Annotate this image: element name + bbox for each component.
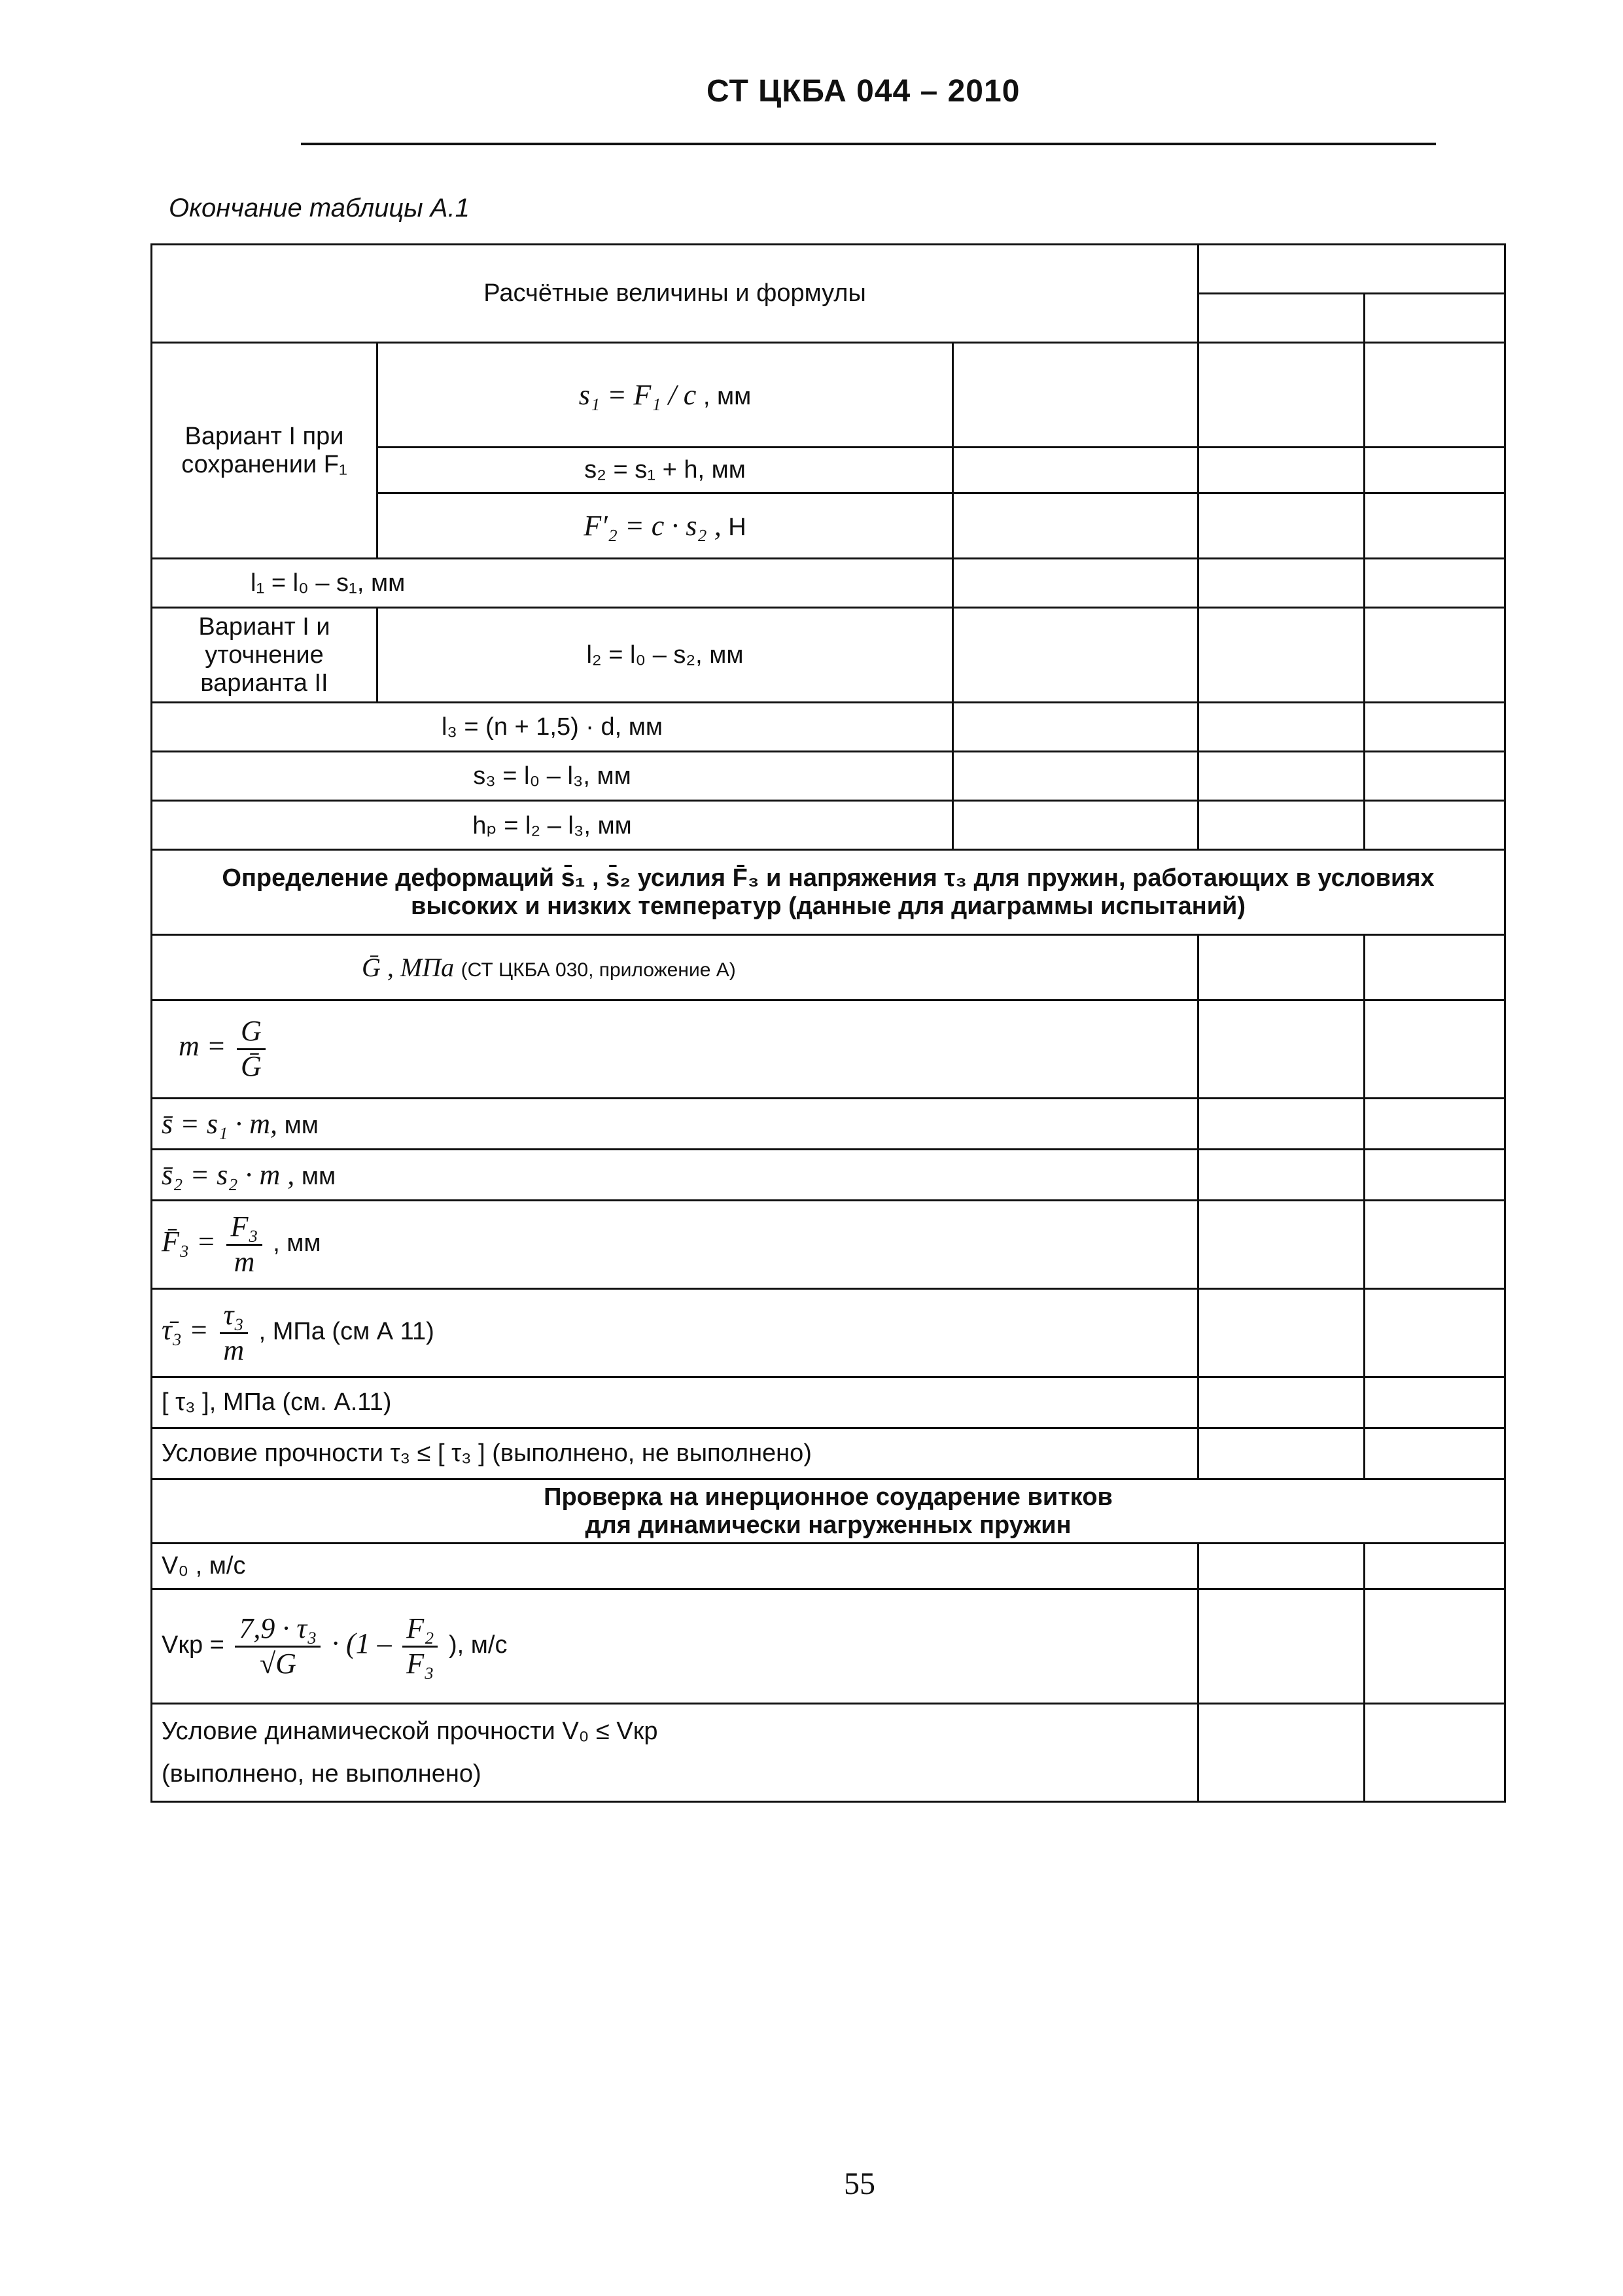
table-row <box>152 1589 1505 1704</box>
table-row <box>152 1150 1505 1201</box>
table-row <box>152 1544 1505 1589</box>
value-cell <box>953 801 1198 850</box>
value-cell <box>1198 1099 1365 1150</box>
taubar3-unit: , МПа (см А 11) <box>258 1318 434 1346</box>
calculation-table <box>150 243 1506 1803</box>
value-cell <box>1198 1704 1365 1802</box>
value-cell <box>1198 935 1365 1000</box>
sbar1-unit: мм <box>284 1112 319 1139</box>
sbar2-formula: s̄₂ = s₂ · m , <box>162 1159 295 1191</box>
value-cell <box>1365 1428 1505 1479</box>
value-cell <box>1198 493 1365 559</box>
s1-lhs: s₁ = <box>578 379 627 411</box>
table-row <box>152 1000 1505 1099</box>
section2-title-line2: для динамически нагруженных пружин <box>585 1511 1072 1539</box>
value-cell <box>953 493 1198 559</box>
value-cell <box>1365 801 1505 850</box>
fbar3-numerator: F₃ <box>226 1210 262 1246</box>
page-number: 55 <box>844 2166 875 2201</box>
table-row <box>152 703 1505 752</box>
variant1-label: Вариант I при сохранении F₁ <box>181 422 347 478</box>
hp-formula-cell <box>152 801 953 850</box>
value-cell <box>1365 752 1505 801</box>
header-title-cell <box>152 245 1198 343</box>
s1-unit: , мм <box>703 383 752 410</box>
s2-formula: s₂ = s₁ + h, мм <box>584 456 746 484</box>
dyn-condition-cell <box>152 1704 1198 1802</box>
section-row <box>152 1479 1505 1544</box>
value-cell <box>1365 935 1505 1000</box>
header-value-cell-2 <box>1365 294 1505 343</box>
taubar3-lhs: τ̄₃ = <box>162 1314 209 1347</box>
l3-formula-cell <box>152 703 953 752</box>
table-row <box>152 752 1505 801</box>
table-row <box>152 1099 1505 1150</box>
table-header-row <box>152 245 1505 294</box>
value-cell <box>1198 1377 1365 1428</box>
header-title: Расчётные величины и формулы <box>483 279 866 307</box>
s1-formula-cell <box>377 343 953 448</box>
value-cell <box>1198 1201 1365 1289</box>
taubar3-denominator: m <box>223 1333 245 1366</box>
value-cell <box>1198 752 1365 801</box>
vkr-force-fraction <box>402 1612 438 1680</box>
s3-formula: s₃ = l₀ – l₃, мм <box>473 762 631 790</box>
value-cell <box>1198 1289 1365 1377</box>
value-cell <box>1198 1000 1365 1099</box>
vkr-lhs: Vкр = <box>162 1631 224 1659</box>
vkr-mid: · (1 – <box>332 1627 392 1660</box>
value-cell <box>1198 1150 1365 1201</box>
value-cell <box>953 703 1198 752</box>
variant-mix-label: Вариант I и уточнение варианта II <box>198 612 330 697</box>
l2-formula-cell <box>377 608 953 703</box>
fbar3-lhs: F̄₃ = <box>162 1226 216 1258</box>
value-cell <box>1198 448 1365 493</box>
value-cell <box>953 343 1198 448</box>
value-cell <box>1198 703 1365 752</box>
m-numerator: G <box>237 1015 266 1050</box>
f2-formula-cell <box>377 493 953 559</box>
value-cell <box>1365 703 1505 752</box>
sbar2-unit: мм <box>301 1163 336 1190</box>
strength-condition: Условие прочности τ₃ ≤ [ τ₃ ] (выполнено, не выполнено) <box>162 1439 812 1467</box>
table-row <box>152 343 1505 448</box>
sbar1-formula: s̄ = s₁ · m, <box>162 1108 278 1140</box>
vkr-unit: ), м/с <box>449 1631 508 1659</box>
s1-fraction: F₁ / c <box>633 379 697 411</box>
value-cell <box>953 559 1198 608</box>
vkr-numerator: 7,9 · τ₃ <box>235 1612 321 1648</box>
sbar2-cell <box>152 1150 1198 1201</box>
tau-allow: [ τ₃ ], МПа (см. А.11) <box>162 1388 392 1416</box>
value-cell <box>953 608 1198 703</box>
taubar3-cell <box>152 1289 1198 1377</box>
section1-title-cell <box>152 850 1505 935</box>
value-cell <box>1198 1589 1365 1704</box>
table-row <box>152 1377 1505 1428</box>
value-cell <box>1365 1589 1505 1704</box>
sbar1-cell <box>152 1099 1198 1150</box>
dyn-condition-line2: (выполнено, не выполнено) <box>162 1759 481 1788</box>
value-cell <box>1365 1099 1505 1150</box>
value-cell <box>1365 1544 1505 1589</box>
fbar3-denominator: m <box>234 1245 255 1278</box>
section-row <box>152 850 1505 935</box>
strength-condition-cell <box>152 1428 1198 1479</box>
hp-formula: hₚ = l₂ – l₃, мм <box>472 811 632 839</box>
table-caption: Окончание таблицы А.1 <box>169 194 470 222</box>
vkr-force-denominator: F₃ <box>406 1647 434 1680</box>
m-fraction <box>237 1015 266 1083</box>
s2-formula-cell <box>377 448 953 493</box>
vkr-force-numerator: F₂ <box>402 1612 438 1648</box>
table-row <box>152 1428 1505 1479</box>
taubar3-numerator: τ₃ <box>220 1299 248 1334</box>
value-cell <box>1198 608 1365 703</box>
section1-title: Определение деформаций s̄₁ , s̄₂ усилия F̄₃ и напряжения τ₃ для пружин, работающих в условиях высоких и низких температур (данные для диаграммы испытаний) <box>222 864 1435 920</box>
value-cell <box>1198 559 1365 608</box>
header-rule <box>301 143 1436 145</box>
variant1-label-cell <box>152 343 377 559</box>
section2-title-cell <box>152 1479 1505 1544</box>
value-cell <box>1365 1000 1505 1099</box>
value-cell <box>953 448 1198 493</box>
s3-formula-cell <box>152 752 953 801</box>
value-cell <box>953 752 1198 801</box>
header-value-cell-1 <box>1198 294 1365 343</box>
m-denominator: Ḡ <box>241 1050 262 1082</box>
table-row <box>152 559 1505 608</box>
value-cell <box>1198 1428 1365 1479</box>
v0-formula: V₀ , м/с <box>162 1552 246 1580</box>
value-cell <box>1365 1289 1505 1377</box>
value-cell <box>1365 1704 1505 1802</box>
table-row <box>152 935 1505 1000</box>
l1-formula-cell <box>152 559 953 608</box>
value-cell <box>1365 493 1505 559</box>
m-formula-cell <box>152 1000 1198 1099</box>
f2-formula: F′₂ = c · s₂ , <box>584 510 722 542</box>
value-cell <box>1365 1377 1505 1428</box>
l3-formula: l₃ = (n + 1,5) · d, мм <box>441 713 663 741</box>
value-cell <box>1198 343 1365 448</box>
value-cell <box>1198 801 1365 850</box>
variant-mix-label-cell <box>152 608 377 703</box>
table-row <box>152 1704 1505 1802</box>
value-cell <box>1365 1150 1505 1201</box>
g-note: (СТ ЦКБА 030, приложение А) <box>461 959 736 981</box>
dyn-condition-line1: Условие динамической прочности V₀ ≤ Vкр <box>162 1717 658 1745</box>
fbar3-fraction <box>226 1210 262 1279</box>
value-cell <box>1198 1544 1365 1589</box>
v0-cell <box>152 1544 1198 1589</box>
value-cell <box>1365 1201 1505 1289</box>
fbar3-cell <box>152 1201 1198 1289</box>
l2-formula: l₂ = l₀ – s₂, мм <box>586 641 744 669</box>
table-row <box>152 1201 1505 1289</box>
l1-formula: l₁ = l₀ – s₁, мм <box>251 569 406 597</box>
value-cell <box>1365 608 1505 703</box>
m-lhs: m = <box>179 1030 226 1063</box>
value-cell <box>1365 448 1505 493</box>
value-cell <box>1365 343 1505 448</box>
vkr-cell <box>152 1589 1198 1704</box>
header-value-group <box>1198 245 1505 294</box>
table-row <box>152 801 1505 850</box>
section2-title-line1: Проверка на инерционное соударение витков <box>544 1483 1113 1511</box>
tau-allow-cell <box>152 1377 1198 1428</box>
taubar3-fraction <box>219 1299 248 1367</box>
document-code: СТ ЦКБА 044 – 2010 <box>707 74 1021 109</box>
table-row <box>152 608 1505 703</box>
vkr-fraction <box>235 1612 321 1680</box>
vkr-denominator: √G <box>259 1647 296 1680</box>
f2-unit: Н <box>728 514 746 541</box>
g-cell <box>152 935 1198 1000</box>
value-cell <box>1365 559 1505 608</box>
g-label: Ḡ , МПа <box>362 953 455 982</box>
table-row <box>152 1289 1505 1377</box>
fbar3-unit: , мм <box>273 1229 321 1258</box>
